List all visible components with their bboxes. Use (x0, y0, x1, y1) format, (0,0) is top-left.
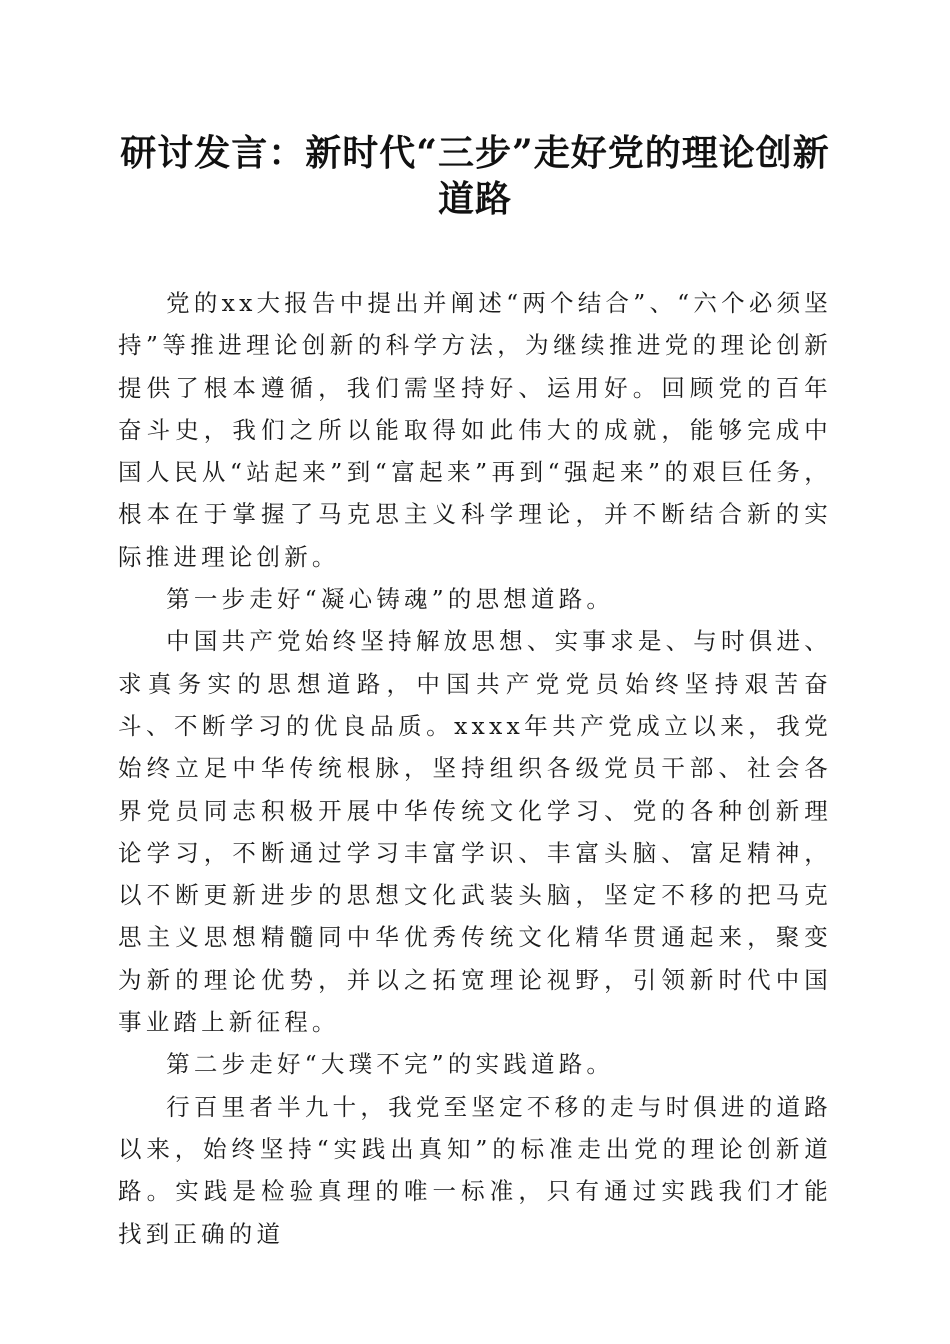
document-body (118, 282, 832, 1255)
title-line-2: 道路 (437, 178, 512, 220)
section-heading-step-one: 第一步走好“凝心铸魂”的思想道路。 (166, 585, 615, 614)
document-title (118, 130, 832, 222)
intro-paragraph: 党的xx大报告中提出并阐述“两个结合”、“六个必须坚持”等推进理论创新的科学方法，为继续推进党的理论创新提供了根本遵循，我们需坚持好、运用好。回顾党的百年奋斗史，我们之所以能取得如此伟大的成就，能够完成中国人民从“站起来”到“富起来”再到“强起来”的艰巨任务，根本在于掌握了马克思主义科学理论，并不断结合新的实际推进理论创新。 (118, 289, 832, 571)
step-two-paragraph: 行百里者半九十，我党至坚定不移的走与时俱进的道路以来，始终坚持“实践出真知”的标准走出党的理论创新道路。实践是检验真理的唯一标准，只有通过实践我们才能找到正确的道 (118, 1092, 832, 1248)
title-line-1: 研讨发言：新时代“三步”走好党的理论创新 (120, 132, 830, 174)
section-heading-step-two: 第二步走好“大璞不完”的实践道路。 (166, 1050, 615, 1079)
document-page (118, 130, 832, 1255)
step-one-paragraph: 中国共产党始终坚持解放思想、实事求是、与时俱进、求真务实的思想道路，中国共产党党员始终坚持艰苦奋斗、不断学习的优良品质。xxxx年共产党成立以来，我党始终立足中华传统根脉，坚持组织各级党员干部、社会各界党员同志积极开展中华传统文化学习、党的各种创新理论学习，不断通过学习丰富学识、丰富头脑、富足精神，以不断更新进步的思想文化武装头脑，坚定不移的把马克思主义思想精髓同中华优秀传统文化精华贯通起来，聚变为新的理论优势，并以之拓宽理论视野，引领新时代中国事业踏上新征程。 (118, 627, 832, 1037)
